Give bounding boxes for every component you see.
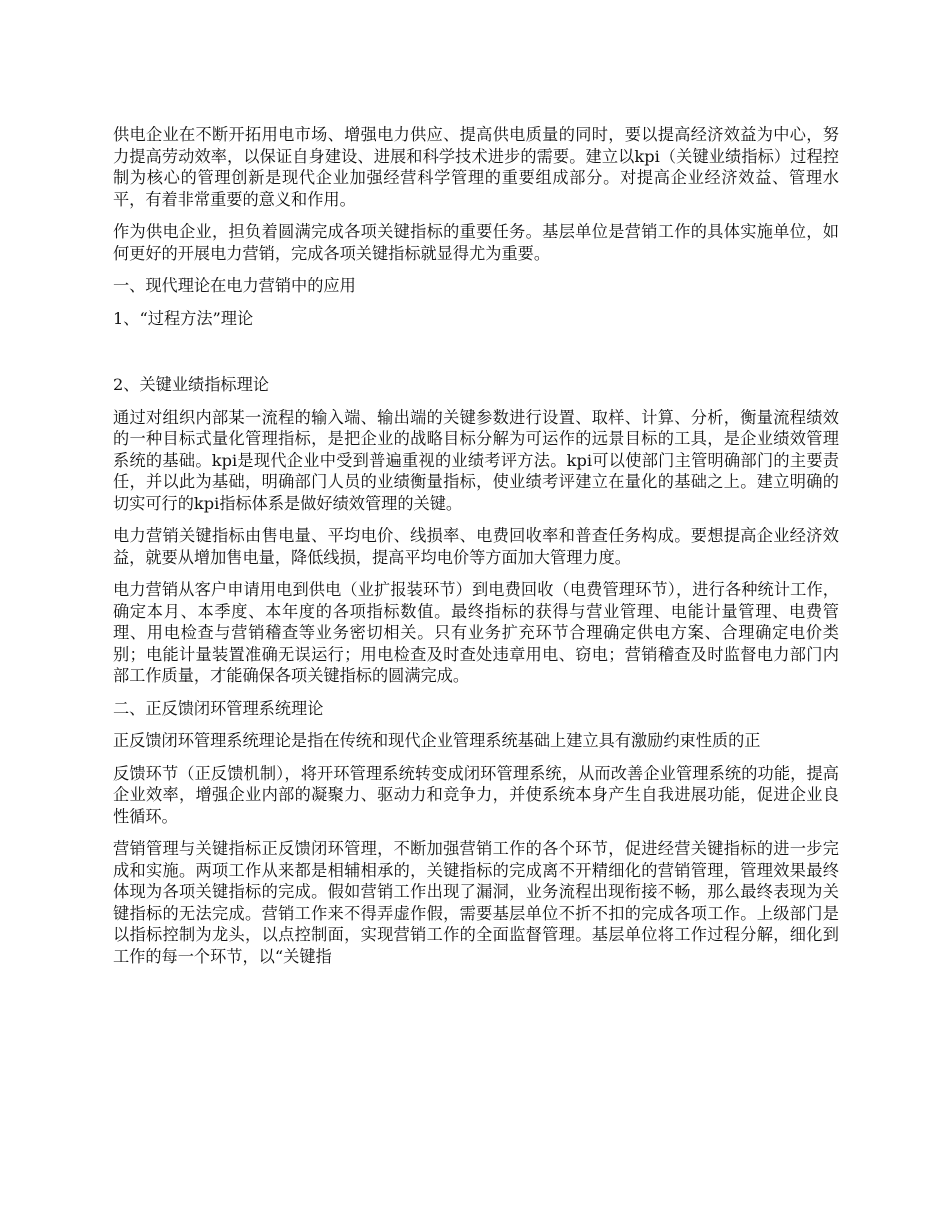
responsibility-paragraph: 作为供电企业，担负着圆满完成各项关键指标的重要任务。基层单位是营销工作的具体实施单位，如何更好的开展电力营销，完成各项关键指标就显得尤为重要。	[113, 222, 839, 263]
section-heading-1: 一、现代理论在电力营销中的应用	[113, 276, 356, 295]
feedback-loop-paragraph: 反馈环节（正反馈机制），将开环管理系统转变成闭环管理系统，从而改善企业管理系统的功能，提高企业效率，增强企业内部的凝聚力、驱动力和竞争力，并使系统本身产生自我进展功能，促进企业良性循环。	[113, 763, 839, 826]
document-page	[113, 124, 839, 978]
intro-paragraph: 供电企业在不断开拓用电市场、增强电力供应、提高供电质量的同时，要以提高经济效益为中心，努力提高劳动效率，以保证自身建设、进展和科学技术进步的需要。建立以kpi（关键业绩指标）过程控制为核心的管理创新是现代企业加强经营科学管理的重要组成部分。对提高企业经济效益、管理水平，有着非常重要的意义和作用。	[113, 125, 839, 209]
kpi-definition-paragraph: 通过对组织内部某一流程的输入端、输出端的关键参数进行设置、取样、计算、分析，衡量流程绩效的一种目标式量化管理指标，是把企业的战略目标分解为可运作的远景目标的工具，是企业绩效管理系统的基础。kpi是现代企业中受到普遍重视的业绩考评方法。kpi可以使部门主管明确部门的主要责任，并以此为基础，明确部门人员的业绩衡量指标，使业绩考评建立在量化的基础之上。建立明确的切实可行的kpi指标体系是做好绩效管理的关键。	[113, 407, 839, 513]
closed-loop-management-paragraph: 营销管理与关键指标正反馈闭环管理，不断加强营销工作的各个环节，促进经营关键指标的进一步完成和实施。两项工作从来都是相辅相承的，关键指标的完成离不开精细化的营销管理，管理效果最终体现为各项关键指标的完成。假如营销工作出现了漏洞，业务流程出现衔接不畅，那么最终表现为关键指标的无法完成。营销工作来不得弄虚作假，需要基层单位不折不扣的完成各项工作。上级部门是以指标控制为龙头，以点控制面，实现营销工作的全面监督管理。基层单位将工作过程分解，细化到工作的每一个环节，以“关键指	[113, 839, 839, 966]
feedback-theory-paragraph: 正反馈闭环管理系统理论是指在传统和现代企业管理系统基础上建立具有激励约束性质的正	[113, 731, 761, 750]
section-heading-2: 二、正反馈闭环管理系统理论	[113, 698, 324, 718]
subsection-heading-process-method: 1、“过程方法”理论	[113, 308, 254, 328]
marketing-indicators-paragraph: 电力营销关键指标由售电量、平均电价、线损率、电费回收率和普查任务构成。要想提高企业经济效益，就要从增加售电量，降低线损，提高平均电价等方面加大管理力度。	[113, 526, 839, 567]
subsection-heading-kpi: 2、关键业绩指标理论	[113, 375, 269, 394]
marketing-process-paragraph: 电力营销从客户申请用电到供电（业扩报装环节）到电费回收（电费管理环节），进行各种统计工作，确定本月、本季度、本年度的各项指标数值。最终指标的获得与营业管理、电能计量管理、电费管理、用电检查与营销稽查等业务密切相关。只有业务扩充环节合理确定供电方案、合理确定电价类别；电能计量装置准确无误运行；用电检查及时查处违章用电、窃电；营销稽查及时监督电力部门内部工作质量，才能确保各项关键指标的圆满完成。	[113, 580, 839, 685]
